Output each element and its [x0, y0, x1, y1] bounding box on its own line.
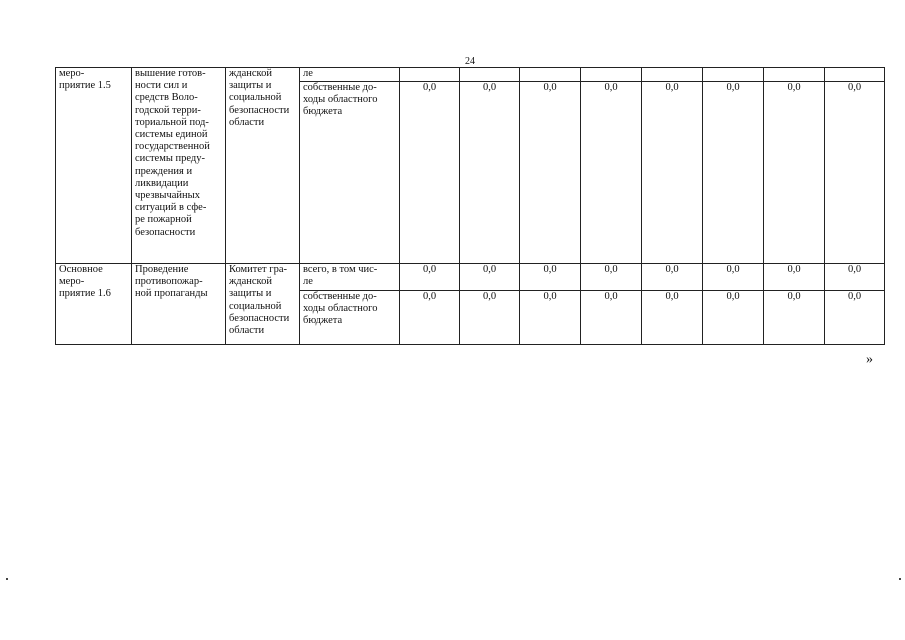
event-name-cell: вышение готов- ности сил и средств Воло- годской терри- ториальной под- системы единой государственной системы преду- преждения и ликвидации чрезвычайных ситуаций в сфе- ре пожарной безопасности [132, 68, 226, 264]
value-cell: 0,0 [703, 291, 764, 345]
value-cell: 0,0 [520, 291, 581, 345]
value-cell: 0,0 [825, 264, 885, 291]
source-label-cell: всего, в том чис- ле [300, 264, 400, 291]
event-name-cell: Проведение противопожар- ной пропаганды [132, 264, 226, 345]
scan-mark-left [6, 578, 8, 580]
value-cell: 0,0 [581, 291, 642, 345]
value-cell: 0,0 [642, 264, 703, 291]
value-cell: 0,0 [642, 82, 703, 264]
source-label-cell: ле [300, 68, 400, 82]
value-cell: 0,0 [400, 82, 460, 264]
value-cell: 0,0 [400, 264, 460, 291]
event-cell: меро- приятие 1.5 [56, 68, 132, 264]
page-number: 24 [465, 56, 475, 67]
executor-cell: жданской защиты и социальной безопасности области [226, 68, 300, 264]
value-cell: 0,0 [764, 291, 825, 345]
source-label-cell: собственные до- ходы областного бюджета [300, 82, 400, 264]
value-cell: 0,0 [581, 82, 642, 264]
table-row [56, 264, 885, 291]
closing-quote-mark: » [866, 352, 873, 367]
value-cell: 0,0 [460, 264, 520, 291]
scan-mark-right [899, 578, 901, 580]
event-cell: Основное меро- приятие 1.6 [56, 264, 132, 345]
value-cell [642, 68, 703, 82]
value-cell: 0,0 [764, 264, 825, 291]
value-cell: 0,0 [460, 291, 520, 345]
value-cell: 0,0 [581, 264, 642, 291]
value-cell [703, 68, 764, 82]
value-cell [764, 68, 825, 82]
value-cell [581, 68, 642, 82]
source-label-cell: собственные до- ходы областного бюджета [300, 291, 400, 345]
value-cell: 0,0 [460, 82, 520, 264]
value-cell: 0,0 [400, 291, 460, 345]
value-cell: 0,0 [764, 82, 825, 264]
value-cell: 0,0 [520, 82, 581, 264]
value-cell [825, 68, 885, 82]
value-cell: 0,0 [703, 82, 764, 264]
value-cell: 0,0 [703, 264, 764, 291]
value-cell: 0,0 [825, 291, 885, 345]
table-row [56, 68, 885, 82]
financing-table [55, 67, 885, 345]
executor-cell: Комитет гра- жданской защиты и социальной безопасности области [226, 264, 300, 345]
value-cell: 0,0 [642, 291, 703, 345]
value-cell: 0,0 [520, 264, 581, 291]
value-cell: 0,0 [825, 82, 885, 264]
value-cell [400, 68, 460, 82]
value-cell [520, 68, 581, 82]
value-cell [460, 68, 520, 82]
